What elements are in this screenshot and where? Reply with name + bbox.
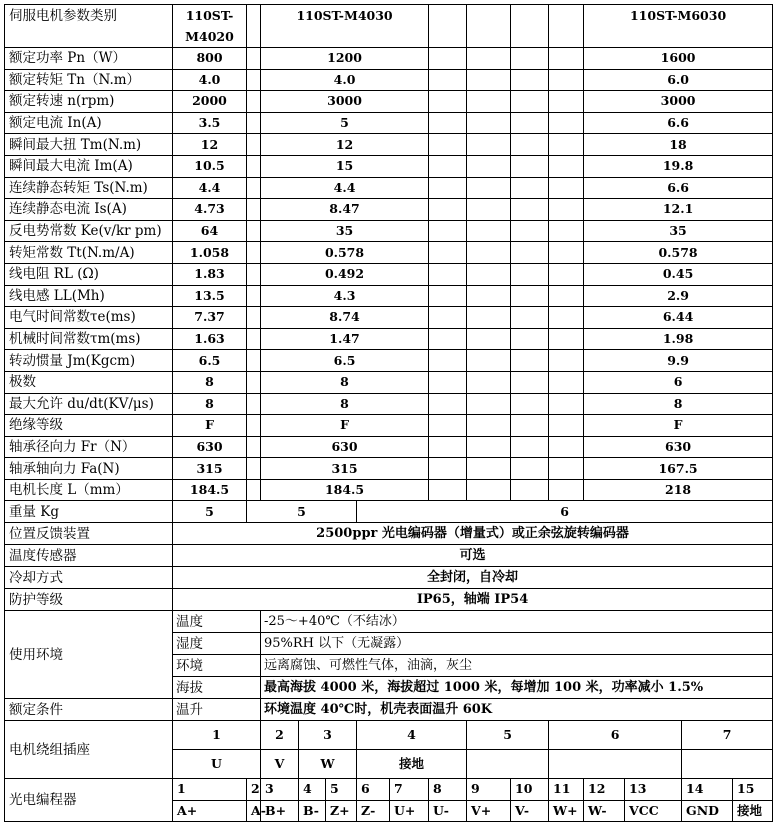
encoder-pin-signal: 接地 — [733, 800, 773, 822]
value-4020: 4.4 — [173, 177, 247, 199]
value-4020: 10.5 — [173, 155, 247, 177]
environment-item-name: 环境 — [173, 655, 261, 677]
value-6030: 167.5 — [584, 458, 773, 480]
param-row — [5, 415, 773, 437]
value-6030: 6.6 — [584, 177, 773, 199]
value-6030: F — [584, 415, 773, 437]
value-4030: 12 — [261, 134, 429, 156]
value-4030: 8 — [261, 371, 429, 393]
encoder-pin-signal: GND — [682, 800, 733, 822]
winding-pin-number: 3 — [299, 721, 357, 750]
winding-pin-number: 6 — [549, 721, 682, 750]
param-label: 瞬间最大电流 Im(A) — [5, 155, 173, 177]
value-4020: 8 — [173, 393, 247, 415]
encoder-pin-number: 4 — [299, 779, 326, 801]
environment-item-name: 湿度 — [173, 633, 261, 655]
value-4030: 630 — [261, 436, 429, 458]
value-6030: 12.1 — [584, 199, 773, 221]
value-4030: 35 — [261, 220, 429, 242]
value-4030: 8.74 — [261, 307, 429, 329]
value-4020: 630 — [173, 436, 247, 458]
value-4020: 315 — [173, 458, 247, 480]
winding-pin-row — [5, 721, 773, 750]
value-4020: F — [173, 415, 247, 437]
param-row — [5, 134, 773, 156]
param-label: 连续静态电流 Is(A) — [5, 199, 173, 221]
param-row — [5, 177, 773, 199]
param-category-header: 伺服电机参数类别 — [5, 5, 173, 48]
param-row — [5, 199, 773, 221]
encoder-pin-signal: Z- — [357, 800, 390, 822]
environment-item-name: 海拔 — [173, 677, 261, 699]
encoder-pin-number: 13 — [625, 779, 682, 801]
param-row — [5, 91, 773, 113]
encoder-pin-signal: V+ — [467, 800, 511, 822]
param-row — [5, 48, 773, 70]
param-label: 反电势常数 Ke(v/kr pm) — [5, 220, 173, 242]
value-4030: 6.5 — [261, 350, 429, 372]
param-label: 极数 — [5, 371, 173, 393]
environment-item-value: -25～+40℃（不结冰） — [261, 611, 773, 633]
encoder-pin-signal: U- — [429, 800, 467, 822]
encoder-pin-number: 1 — [173, 779, 247, 801]
param-row — [5, 263, 773, 285]
value-4020: 2000 — [173, 91, 247, 113]
value-4030: 15 — [261, 155, 429, 177]
param-row — [5, 479, 773, 501]
param-label: 线电感 LL(Mh) — [5, 285, 173, 307]
param-label: 轴承轴向力 Fa(N) — [5, 458, 173, 480]
encoder-pin-signal: U+ — [390, 800, 429, 822]
environment-item-value: 最高海拔 4000 米，海拔超过 1000 米，每增加 100 米，功率减小 1.5% — [261, 677, 773, 699]
environment-item-value: 95%RH 以下（无凝露） — [261, 633, 773, 655]
value-4030: 8.47 — [261, 199, 429, 221]
value-4030: 4.4 — [261, 177, 429, 199]
encoder-pin-signal: A+ — [173, 800, 247, 822]
value-4020: 184.5 — [173, 479, 247, 501]
environment-item-name: 温度 — [173, 611, 261, 633]
value-6030: 19.8 — [584, 155, 773, 177]
encoder-pin-number: 8 — [429, 779, 467, 801]
encoder-pin-signal: B+ — [261, 800, 299, 822]
encoder-pin-number: 11 — [549, 779, 584, 801]
param-row — [5, 307, 773, 329]
weight-label: 重量 Kg — [5, 501, 173, 523]
param-row — [5, 328, 773, 350]
value-6030: 6 — [584, 371, 773, 393]
winding-pin-signal: W — [299, 750, 357, 779]
winding-pin-signal: V — [261, 750, 299, 779]
position-feedback-row — [5, 523, 773, 545]
winding-pin-signal: 接地 — [357, 750, 467, 779]
param-label: 电机长度 L（mm） — [5, 479, 173, 501]
value-4030: 1.47 — [261, 328, 429, 350]
protection-class-row — [5, 589, 773, 611]
param-label: 额定转矩 Tn（N.m） — [5, 69, 173, 91]
value-4030: F — [261, 415, 429, 437]
value-6030: 6.0 — [584, 69, 773, 91]
value-6030: 0.578 — [584, 242, 773, 264]
value-4020: 1.63 — [173, 328, 247, 350]
param-label: 连续静态转矩 Ts(N.m) — [5, 177, 173, 199]
value-4020: 64 — [173, 220, 247, 242]
param-label: 瞬间最大扭 Tm(N.m) — [5, 134, 173, 156]
value-4030: 5 — [261, 112, 429, 134]
param-row — [5, 285, 773, 307]
value-4030: 1200 — [261, 48, 429, 70]
param-row — [5, 155, 773, 177]
value-4030: 315 — [261, 458, 429, 480]
value-4020: 4.0 — [173, 69, 247, 91]
param-row — [5, 69, 773, 91]
value-4030: 3000 — [261, 91, 429, 113]
value-6030: 6.44 — [584, 307, 773, 329]
protection-class-label: 防护等级 — [5, 589, 173, 611]
encoder-pin-signal: W+ — [549, 800, 584, 822]
value-6030: 8 — [584, 393, 773, 415]
environment-row — [5, 611, 773, 633]
param-label: 最大允许 du/dt(KV/μs) — [5, 393, 173, 415]
encoder-pin-signal: B- — [299, 800, 326, 822]
param-label: 绝缘等级 — [5, 415, 173, 437]
value-6030: 9.9 — [584, 350, 773, 372]
param-label: 轴承径向力 Fr（N） — [5, 436, 173, 458]
encoder-pin-row — [5, 779, 773, 801]
encoder-pin-number: 12 — [584, 779, 625, 801]
param-label: 转矩常数 Tt(N.m/A) — [5, 242, 173, 264]
position-feedback-value: 2500ppr 光电编码器（增量式）或正余弦旋转编码器 — [173, 523, 773, 545]
encoder-pin-signal: VCC — [625, 800, 682, 822]
value-6030: 630 — [584, 436, 773, 458]
encoder-pin-number: 14 — [682, 779, 733, 801]
value-6030: 1600 — [584, 48, 773, 70]
encoder-pin-number: 10 — [511, 779, 549, 801]
encoder-pin-number: 5 — [326, 779, 357, 801]
value-4030: 8 — [261, 393, 429, 415]
environment-item-value: 远离腐蚀、可燃性气体，油滴，灰尘 — [261, 655, 773, 677]
temperature-sensor-row — [5, 545, 773, 567]
value-4030: 184.5 — [261, 479, 429, 501]
encoder-pin-signal: Z+ — [326, 800, 357, 822]
value-6030: 1.98 — [584, 328, 773, 350]
cooling-method-label: 冷却方式 — [5, 567, 173, 589]
encoder-pin-signal: A- — [247, 800, 261, 822]
encoder-pin-number: 3 — [261, 779, 299, 801]
weight-4030: 5 — [247, 501, 357, 523]
rated-condition-value: 环境温度 40℃时，机壳表面温升 60K — [261, 699, 773, 721]
cooling-method-row — [5, 567, 773, 589]
motor-spec-table — [4, 4, 773, 822]
weight-row — [5, 501, 773, 523]
value-4030: 0.492 — [261, 263, 429, 285]
param-row — [5, 350, 773, 372]
value-6030: 2.9 — [584, 285, 773, 307]
winding-pin-signal — [682, 750, 773, 779]
value-4020: 8 — [173, 371, 247, 393]
param-row — [5, 371, 773, 393]
winding-pin-number: 7 — [682, 721, 773, 750]
rated-condition-label: 额定条件 — [5, 699, 173, 721]
value-4020: 13.5 — [173, 285, 247, 307]
value-4020: 1.83 — [173, 263, 247, 285]
weight-6030: 6 — [357, 501, 773, 523]
value-6030: 35 — [584, 220, 773, 242]
value-4030: 0.578 — [261, 242, 429, 264]
param-label: 线电阻 RL (Ω) — [5, 263, 173, 285]
value-4020: 7.37 — [173, 307, 247, 329]
environment-label: 使用环境 — [5, 611, 173, 699]
value-4020: 1.058 — [173, 242, 247, 264]
winding-pin-number: 2 — [261, 721, 299, 750]
temperature-sensor-value: 可选 — [173, 545, 773, 567]
param-label: 额定功率 Pn（W） — [5, 48, 173, 70]
winding-pin-number: 4 — [357, 721, 467, 750]
position-feedback-label: 位置反馈装置 — [5, 523, 173, 545]
winding-socket-label: 电机绕组插座 — [5, 721, 173, 779]
value-6030: 18 — [584, 134, 773, 156]
value-4020: 800 — [173, 48, 247, 70]
param-row — [5, 220, 773, 242]
param-label: 额定电流 In(A) — [5, 112, 173, 134]
winding-pin-signal — [467, 750, 549, 779]
value-6030: 0.45 — [584, 263, 773, 285]
param-label: 机械时间常数τm(ms) — [5, 328, 173, 350]
param-row — [5, 393, 773, 415]
encoder-pin-number: 2 — [247, 779, 261, 801]
rated-condition-row — [5, 699, 773, 721]
encoder-pin-number: 6 — [357, 779, 390, 801]
protection-class-value: IP65，轴端 IP54 — [173, 589, 773, 611]
param-row — [5, 436, 773, 458]
param-row — [5, 458, 773, 480]
model-header-4030: 110ST-M4030 — [261, 5, 429, 48]
encoder-pin-signal: V- — [511, 800, 549, 822]
param-row — [5, 242, 773, 264]
value-6030: 6.6 — [584, 112, 773, 134]
encoder-pin-number: 15 — [733, 779, 773, 801]
value-4030: 4.0 — [261, 69, 429, 91]
encoder-label: 光电编程器 — [5, 779, 173, 822]
param-label: 电气时间常数τe(ms) — [5, 307, 173, 329]
encoder-pin-signal: W- — [584, 800, 625, 822]
rated-condition-name: 温升 — [173, 699, 261, 721]
model-header-4020: 110ST-M4020 — [173, 5, 247, 48]
param-label: 额定转速 n(rpm) — [5, 91, 173, 113]
encoder-pin-number: 9 — [467, 779, 511, 801]
cooling-method-value: 全封闭，自冷却 — [173, 567, 773, 589]
model-header-6030: 110ST-M6030 — [584, 5, 773, 48]
value-4030: 4.3 — [261, 285, 429, 307]
value-6030: 3000 — [584, 91, 773, 113]
param-row — [5, 112, 773, 134]
header-row — [5, 5, 773, 48]
param-label: 转动惯量 Jm(Kgcm) — [5, 350, 173, 372]
value-4020: 6.5 — [173, 350, 247, 372]
temperature-sensor-label: 温度传感器 — [5, 545, 173, 567]
winding-pin-number: 5 — [467, 721, 549, 750]
winding-pin-signal — [549, 750, 682, 779]
winding-pin-number: 1 — [173, 721, 261, 750]
encoder-pin-number: 7 — [390, 779, 429, 801]
winding-pin-signal: U — [173, 750, 261, 779]
value-4020: 4.73 — [173, 199, 247, 221]
value-4020: 3.5 — [173, 112, 247, 134]
value-6030: 218 — [584, 479, 773, 501]
value-4020: 12 — [173, 134, 247, 156]
weight-4020: 5 — [173, 501, 247, 523]
